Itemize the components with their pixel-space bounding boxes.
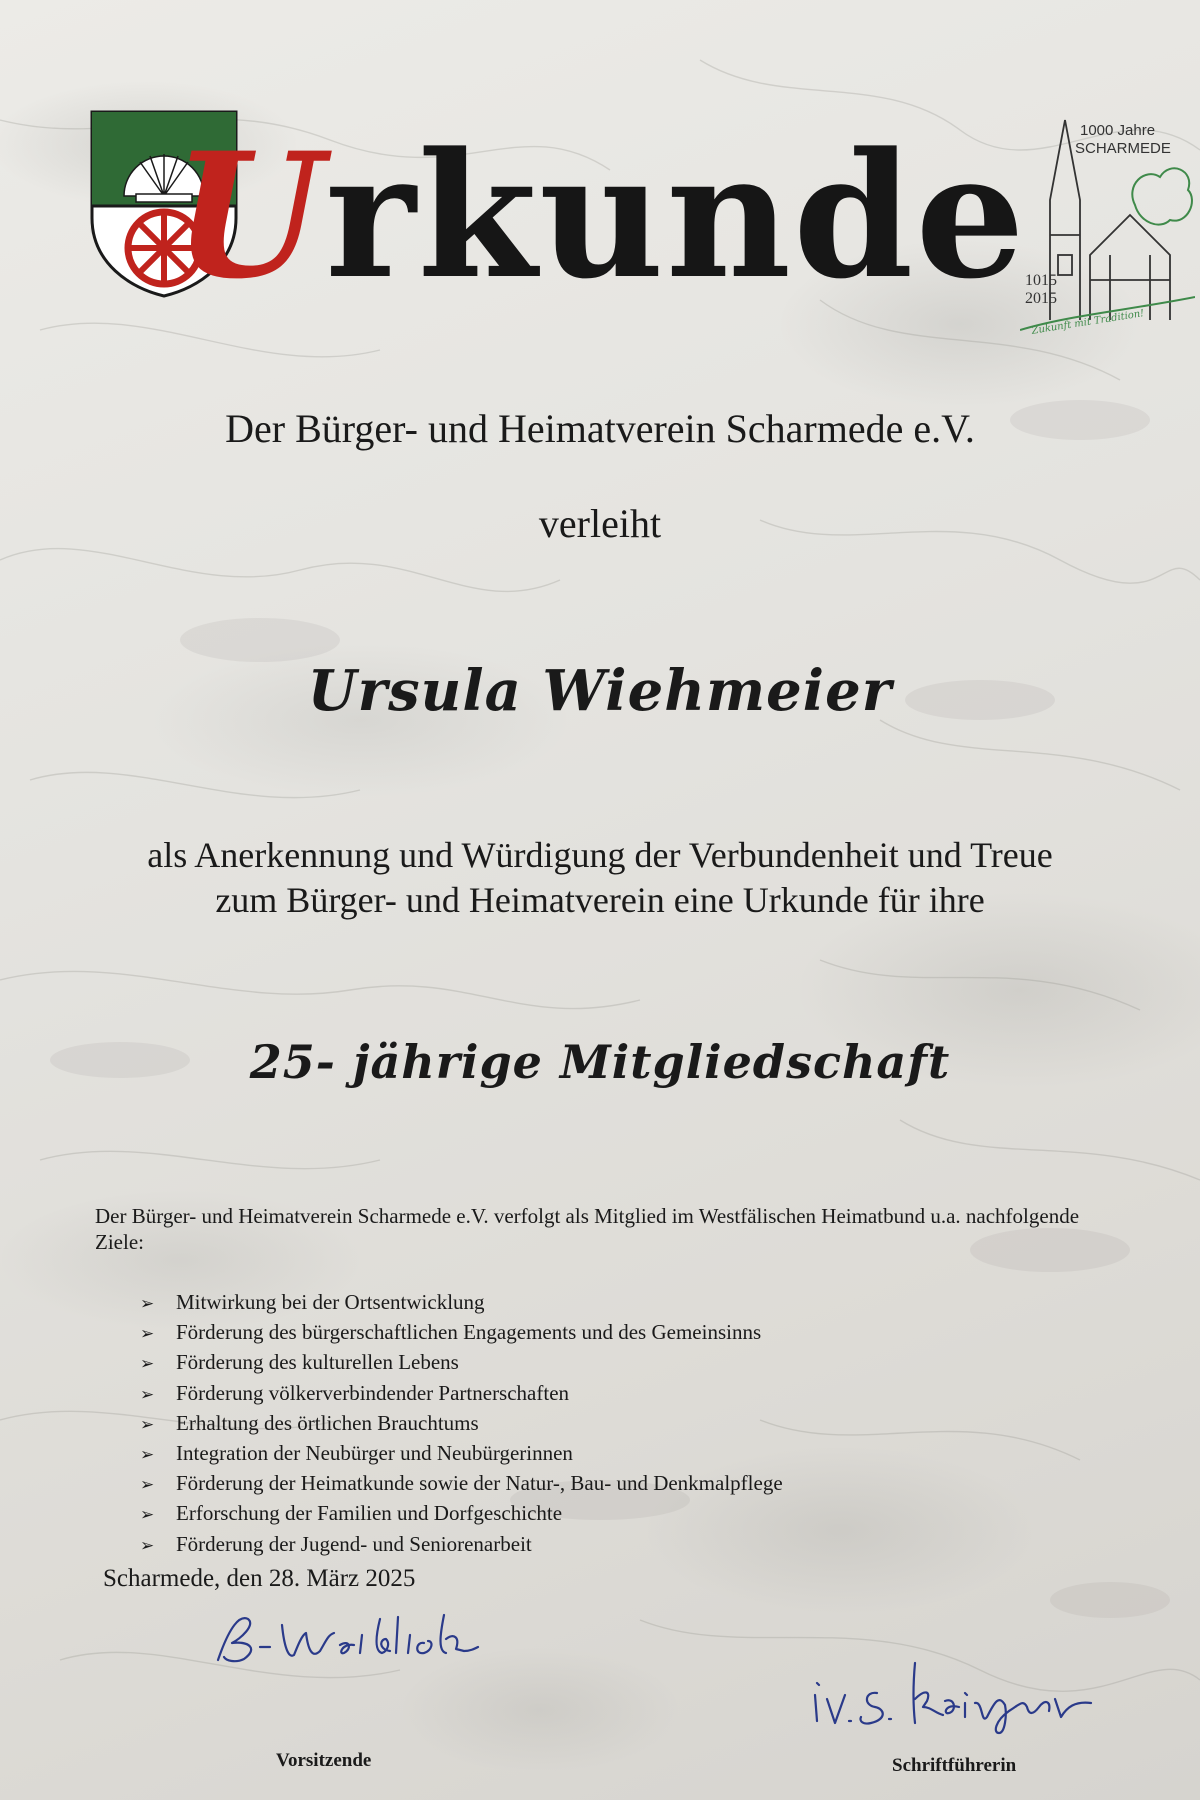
- list-item: [140, 1499, 783, 1529]
- goal-text: Förderung völkerverbindender Partnerschaften: [176, 1380, 570, 1405]
- goal-text: Förderung der Jugend- und Seniorenarbeit: [176, 1531, 532, 1556]
- goal-text: Förderung der Heimatkunde sowie der Natur-, Bau- und Denkmalpflege: [176, 1471, 783, 1496]
- issuer-name: Der Bürger- und Heimatverein Scharmede e.V.: [225, 406, 975, 451]
- logo-motto: Zukunft mit Tradition!: [1030, 308, 1146, 337]
- goal-text: Integration der Neubürger und Neubürgerinnen: [176, 1441, 573, 1466]
- list-item: [140, 1469, 783, 1499]
- list-item: [140, 1530, 783, 1560]
- logo-line2: SCHARMEDE: [1075, 140, 1171, 157]
- goal-text: Mitwirkung bei der Ortsentwicklung: [176, 1290, 485, 1314]
- arrow-bullet-icon: ➢: [140, 1505, 155, 1526]
- award-verb: verleiht: [538, 501, 662, 546]
- list-item: [140, 1288, 783, 1318]
- goals-list: [140, 1288, 783, 1560]
- arrow-bullet-icon: ➢: [140, 1475, 155, 1496]
- list-item: [140, 1348, 783, 1378]
- membership-duration: 25- jährige Mitgliedschaft: [249, 1035, 951, 1089]
- goals-intro: Der Bürger- und Heimatverein Scharmede e.V. verfolgt als Mitglied im Westfälischen Heimatbund u.a. nachfolgende Ziele:: [95, 1204, 1080, 1254]
- place-and-date: Scharmede, den 28. März 2025: [103, 1565, 416, 1592]
- arrow-bullet-icon: ➢: [140, 1384, 155, 1405]
- list-item: [140, 1318, 783, 1348]
- list-item: [140, 1439, 783, 1469]
- signature-chairwoman: [210, 1605, 480, 1675]
- role-secretary: Schriftführerin: [892, 1755, 1017, 1776]
- role-chairwoman: Vorsitzende: [276, 1750, 372, 1771]
- logo-line1: 1000 Jahre: [1080, 122, 1156, 139]
- arrow-bullet-icon: ➢: [140, 1294, 155, 1314]
- goal-text: Förderung des kulturellen Lebens: [176, 1350, 459, 1375]
- reason-line-2: zum Bürger- und Heimatverein eine Urkunde für ihre: [215, 880, 985, 920]
- title-initial: U: [173, 114, 326, 317]
- logo-year-end: 2015: [1025, 290, 1057, 307]
- list-item: [140, 1409, 783, 1439]
- certificate-title: [0, 114, 1200, 317]
- goal-text: Erforschung der Familien und Dorfgeschichte: [176, 1501, 563, 1526]
- arrow-bullet-icon: ➢: [140, 1535, 155, 1556]
- arrow-bullet-icon: ➢: [140, 1324, 155, 1345]
- recipient-name: Ursula Wiehmeier: [307, 658, 893, 724]
- arrow-bullet-icon: ➢: [140, 1414, 155, 1435]
- signature-secretary: [805, 1655, 1095, 1735]
- title-rest: rkunde: [325, 114, 1027, 317]
- reason-line-1: als Anerkennung und Würdigung der Verbundenheit und Treue: [147, 835, 1053, 875]
- list-item: [140, 1379, 783, 1409]
- logo-year-start: 1015: [1025, 272, 1057, 289]
- arrow-bullet-icon: ➢: [140, 1354, 155, 1375]
- arrow-bullet-icon: ➢: [140, 1445, 155, 1466]
- goal-text: Erhaltung des örtlichen Brauchtums: [176, 1410, 479, 1435]
- goal-text: Förderung des bürgerschaftlichen Engagements und des Gemeinsinns: [176, 1320, 762, 1345]
